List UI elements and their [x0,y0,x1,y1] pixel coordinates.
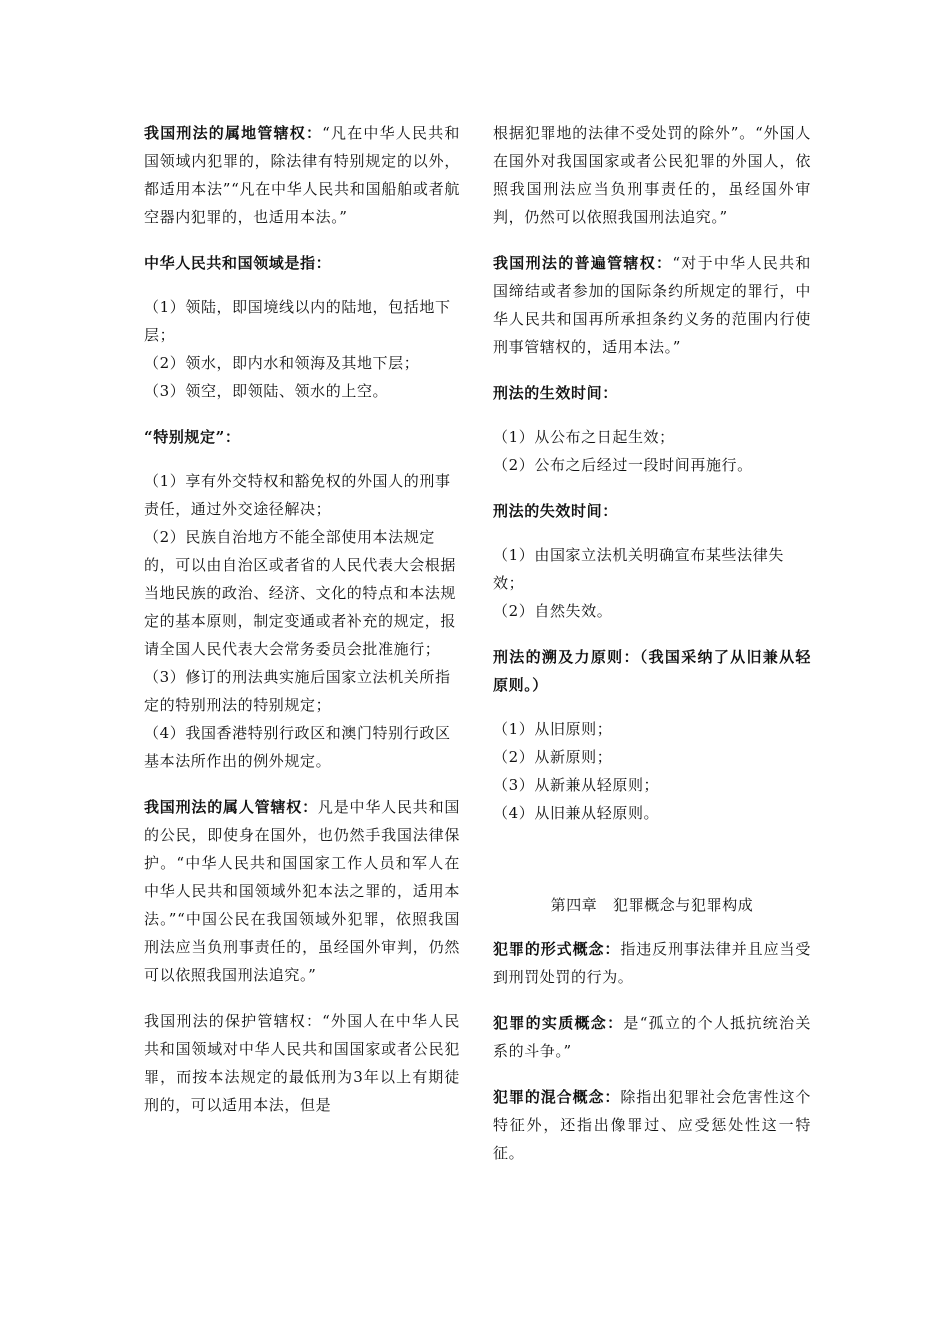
effective-time-list [493,423,811,479]
territorial-jurisdiction-paragraph [144,119,460,231]
territory-definition-list [144,293,460,405]
special-provisions-title: “特别规定”： [144,428,241,446]
mixed-concept-title: 犯罪的混合概念： [493,1088,621,1106]
substantive-concept-body: 是“孤立的个人抵抗统治关系的斗争。” [493,1014,811,1060]
list-item: （2）从新原则； [493,748,613,766]
universal-jurisdiction-paragraph [493,249,811,361]
formal-concept-paragraph [493,935,811,991]
list-item: （2）公布之后经过一段时间再施行。 [493,456,753,474]
substantive-concept-paragraph [493,1009,811,1065]
list-item: （1）由国家立法机关明确宣布某些法律失效； [493,546,784,592]
invalid-time-title: 刑法的失效时间： [493,502,618,520]
formal-concept-title: 犯罪的形式概念： [493,940,621,958]
list-item: （4）我国香港特别行政区和澳门特别行政区基本法所作出的例外规定。 [144,724,451,770]
list-item: （1）从公布之日起生效； [493,428,675,446]
territory-definition-title: 中华人民共和国领域是指： [144,254,332,272]
personal-jurisdiction-title: 我国刑法的属人管辖权： [144,798,318,816]
mixed-concept-paragraph [493,1083,811,1167]
list-item: （1）领陆，即国境线以内的陆地，包括地下层； [144,298,451,344]
territorial-jurisdiction-body: “凡在中华人民共和国领域内犯罪的，除法律有特别规定的以外，都适用本法”“凡在中华人民共和国船舶或者航空器内犯罪的，也适用本法。” [144,124,460,226]
list-item: （1）享有外交特权和豁免权的外国人的刑事责任，通过外交途径解决； [144,472,451,518]
left-column [144,119,460,1137]
retroactivity-list [493,715,811,827]
protective-jurisdiction-continued: 根据犯罪地的法律不受处罚的除外”。“外国人在国外对我国国家或者公民犯罪的外国人，依照我国刑法应当负刑事责任的，虽经国外审判，仍然可以依照我国刑法追究。” [493,124,811,226]
personal-jurisdiction-body: 凡是中华人民共和国的公民，即使身在国外，也仍然手我国法律保护。“中华人民共和国国家工作人员和军人在中华人民共和国领域外犯本法之罪的，适用本法。”“中国公民在我国领域外犯罪，依照我国刑法应当负刑事责任的，虽经国外审判，仍然可以依照我国刑法追究。” [144,798,461,984]
retroactivity-title: 刑法的溯及力原则：（我国采纳了从旧兼从轻原则。） [493,648,811,694]
list-item: （3）从新兼从轻原则； [493,776,660,794]
protective-jurisdiction-paragraph: 我国刑法的保护管辖权：“外国人在中华人民共和国领域对中华人民共和国国家或者公民犯罪，而按本法规定的最低刑为3年以上有期徒刑的，可以适用本法，但是 [144,1012,460,1114]
mixed-concept-body: 除指出犯罪社会危害性这个特征外，还指出像罪过、应受惩处性这一特征。 [493,1088,811,1162]
list-item: （1）从旧原则； [493,720,613,738]
universal-jurisdiction-body: “对于中华人民共和国缔结或者参加的国际条约所规定的罪行，中华人民共和国再所承担条约义务的范围内行使刑事管辖权的，适用本法。” [493,254,811,356]
list-item: （2）自然失效。 [493,602,613,620]
territorial-jurisdiction-title: 我国刑法的属地管辖权： [144,124,323,142]
right-column [493,119,811,1185]
list-item: （3）领空，即领陆、领水的上空。 [144,382,389,400]
universal-jurisdiction-title: 我国刑法的普遍管辖权： [493,254,673,272]
formal-concept-body: 指违反刑事法律并且应当受到刑罚处罚的行为。 [493,940,811,986]
substantive-concept-title: 犯罪的实质概念： [493,1014,624,1032]
special-provisions-list [144,467,460,775]
chapter-heading: 第四章 犯罪概念与犯罪构成 [550,896,754,914]
effective-time-title: 刑法的生效时间： [493,384,618,402]
invalid-time-list [493,541,811,625]
list-item: （2）民族自治地方不能全部使用本法规定的，可以由自治区或者省的人民代表大会根据当地民族的政治、经济、文化的特点和本法规定的基本原则，制定变通或者补充的规定，报请全国人民代表大会常务委员会批准施行； [144,528,457,658]
list-item: （3）修订的刑法典实施后国家立法机关所指定的特别刑法的特别规定； [144,668,451,714]
personal-jurisdiction-paragraph [144,793,460,989]
list-item: （4）从旧兼从轻原则。 [493,804,660,822]
list-item: （2）领水，即内水和领海及其地下层； [144,354,420,372]
